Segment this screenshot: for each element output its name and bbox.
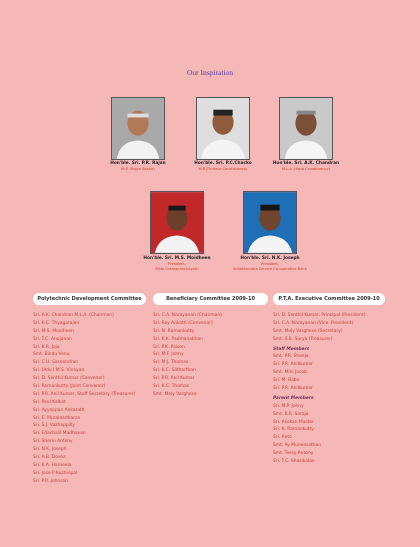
portrait-name-joseph: Hon'ble. Sri. N.K. Joseph [240, 256, 300, 261]
list-item: Sri. K.C. Sidharthan [153, 368, 196, 374]
list-item: Sri. C.A. Narayanan (Vice. President) [273, 320, 354, 326]
portrait-name-moidheen: Hon'ble. Sri. M.S. Moidheen [143, 256, 211, 261]
development-committee-list [33, 312, 135, 486]
list-item: Sri. S.J. Vazhappilly [33, 423, 75, 429]
list-item: Sri. T.C. Shasikalan [273, 459, 315, 465]
list-item: Sri. K.C. Thyagarajan [33, 320, 80, 326]
beneficiary-committee-list [153, 312, 222, 399]
pta-committee-list [273, 312, 365, 466]
list-item: Smt. Bindu Venu [33, 352, 70, 358]
list-item: Smt. Moly Varghese (Secretary) [273, 328, 343, 334]
list-item: Sri. K.R. Jojo [33, 344, 60, 350]
list-item: Sri. Jose P Kuzhinpal [33, 470, 78, 476]
list-item: Sri. T.C. Anujanan [33, 336, 72, 342]
committee-heading-pta: P.T.A. Executive Committee 2009-10 [273, 293, 385, 305]
list-item: Sri. M.J. Thomas [153, 360, 189, 366]
list-item: Sri. P.R. Anilkumar [273, 386, 313, 392]
list-item: Sri. Ramankutty (Joint Convenor) [33, 384, 106, 390]
portrait-name-chandran: Hon'ble. Sri. A.K. Chandran [272, 161, 340, 166]
portrait-role-joseph-1: President, [261, 262, 279, 266]
list-item: Sri. Ayyappan Ankarath [33, 407, 85, 413]
list-item: Sri. K.K. Padmanabhan [153, 336, 203, 342]
list-item: Sri. Sherin Antony [33, 439, 73, 445]
portrait-name-chacko: Hon'ble. Sri. P.C.Chacko [194, 161, 252, 166]
list-item: Smt. Mini Jacob [273, 370, 307, 376]
list-item: Smt. Moly Varghese [153, 391, 197, 397]
list-item: Smt. Ay Muneesathan [273, 443, 321, 449]
portrait-photo-chacko [196, 97, 250, 160]
portrait-photo-chandran [279, 97, 333, 160]
portrait-role-chandran: M.L.A. (Mala Constituency) [281, 167, 331, 171]
list-item: Sri. K.A. Harneela [33, 462, 72, 468]
portrait-role-moidheen-1: President, [168, 262, 186, 266]
list-item: Sri. M. Babu [273, 378, 300, 384]
list-item: Sri. Anto [273, 435, 292, 441]
portrait-role-joseph-2: Kollakkumbra Service Co-operative Bank [233, 267, 307, 271]
list-item: Smt. S.B. Surya (Treasurer) [273, 336, 333, 342]
list-item: Sri. A.B. Dovez [33, 455, 66, 461]
list-item: Sri. C.A. Narayanan (Chairman) [153, 313, 222, 318]
portrait-role-moidheen-2: Mala Gramapanchayath [155, 267, 199, 271]
list-item: Sri. (Adv.) M.S. Vinayan [33, 368, 85, 374]
list-item: Sri. D. Senthil Kumar (Convenor) [33, 376, 105, 382]
list-item: Sri. Asokan Master [273, 419, 314, 425]
list-item: Sri. P.R. Johnson [33, 478, 68, 484]
list-item: Sri. D. Senthil Kumar, Principal (President) [273, 313, 366, 318]
list-item: Sri. Roy Ankatti (Convenor) [153, 320, 213, 326]
portrait-role-chacko: M.P.(Thrissur Constituency) [198, 167, 248, 171]
parent-members-heading: Parent Members [273, 395, 314, 401]
list-item: Smt. K.R. Saraja [273, 411, 309, 417]
list-item: Smt. Tessy Antony [273, 451, 314, 457]
staff-members-heading: Staff Members [273, 346, 310, 352]
list-item: Sri. Paul Kalkat [33, 399, 66, 405]
portrait-name-rajan: Hon'ble. Sri. P.R. Rajan [110, 161, 166, 166]
list-item: Sri. M.S. Moidheen [33, 328, 74, 334]
committee-heading-development: Polytechnic Development Committee [33, 293, 146, 305]
list-item: Sri. C.U. Saseendran [33, 360, 79, 366]
portrait-role-rajan: M.P. (Rajya Sabha) [121, 167, 155, 171]
portrait-photo-joseph [243, 191, 297, 254]
portrait-photo-moidheen [150, 191, 204, 254]
list-item: Sri. P.R. Anil Kumar, Staff Secretary (Treasurer) [33, 391, 136, 397]
committee-heading-beneficiary: Beneficiary Committee 2009-10 [153, 293, 268, 305]
portrait-photo-rajan [111, 97, 165, 160]
list-item: Sri. P.R. Anilkumar [273, 362, 313, 368]
list-item: Sri. M.F. Johny [153, 352, 184, 358]
list-item: Sri. E. Muraleedharan [33, 415, 81, 421]
list-item: Smt. P.R. Sheeja [273, 354, 309, 360]
list-item: Sri. N.K. Joseph [33, 447, 67, 453]
list-item: Sri. P.R. Anil Kumar [153, 376, 195, 382]
page-title: Our Inspiration [186, 68, 234, 77]
list-item: Sri. P.K. Paison [153, 344, 185, 350]
list-item: Sri. K.C. Thomas [153, 384, 190, 390]
list-item: Sri. N. Ramankutty [153, 328, 195, 334]
list-item: Sri. A.K. Chandran M.L.A. (Chairman) [33, 313, 114, 318]
list-item: Sri. K. Ramankutty [273, 427, 314, 433]
list-item: Sri. M.P. Johny [273, 403, 304, 409]
list-item: Sri. Edachalil Madhavan [33, 431, 86, 437]
